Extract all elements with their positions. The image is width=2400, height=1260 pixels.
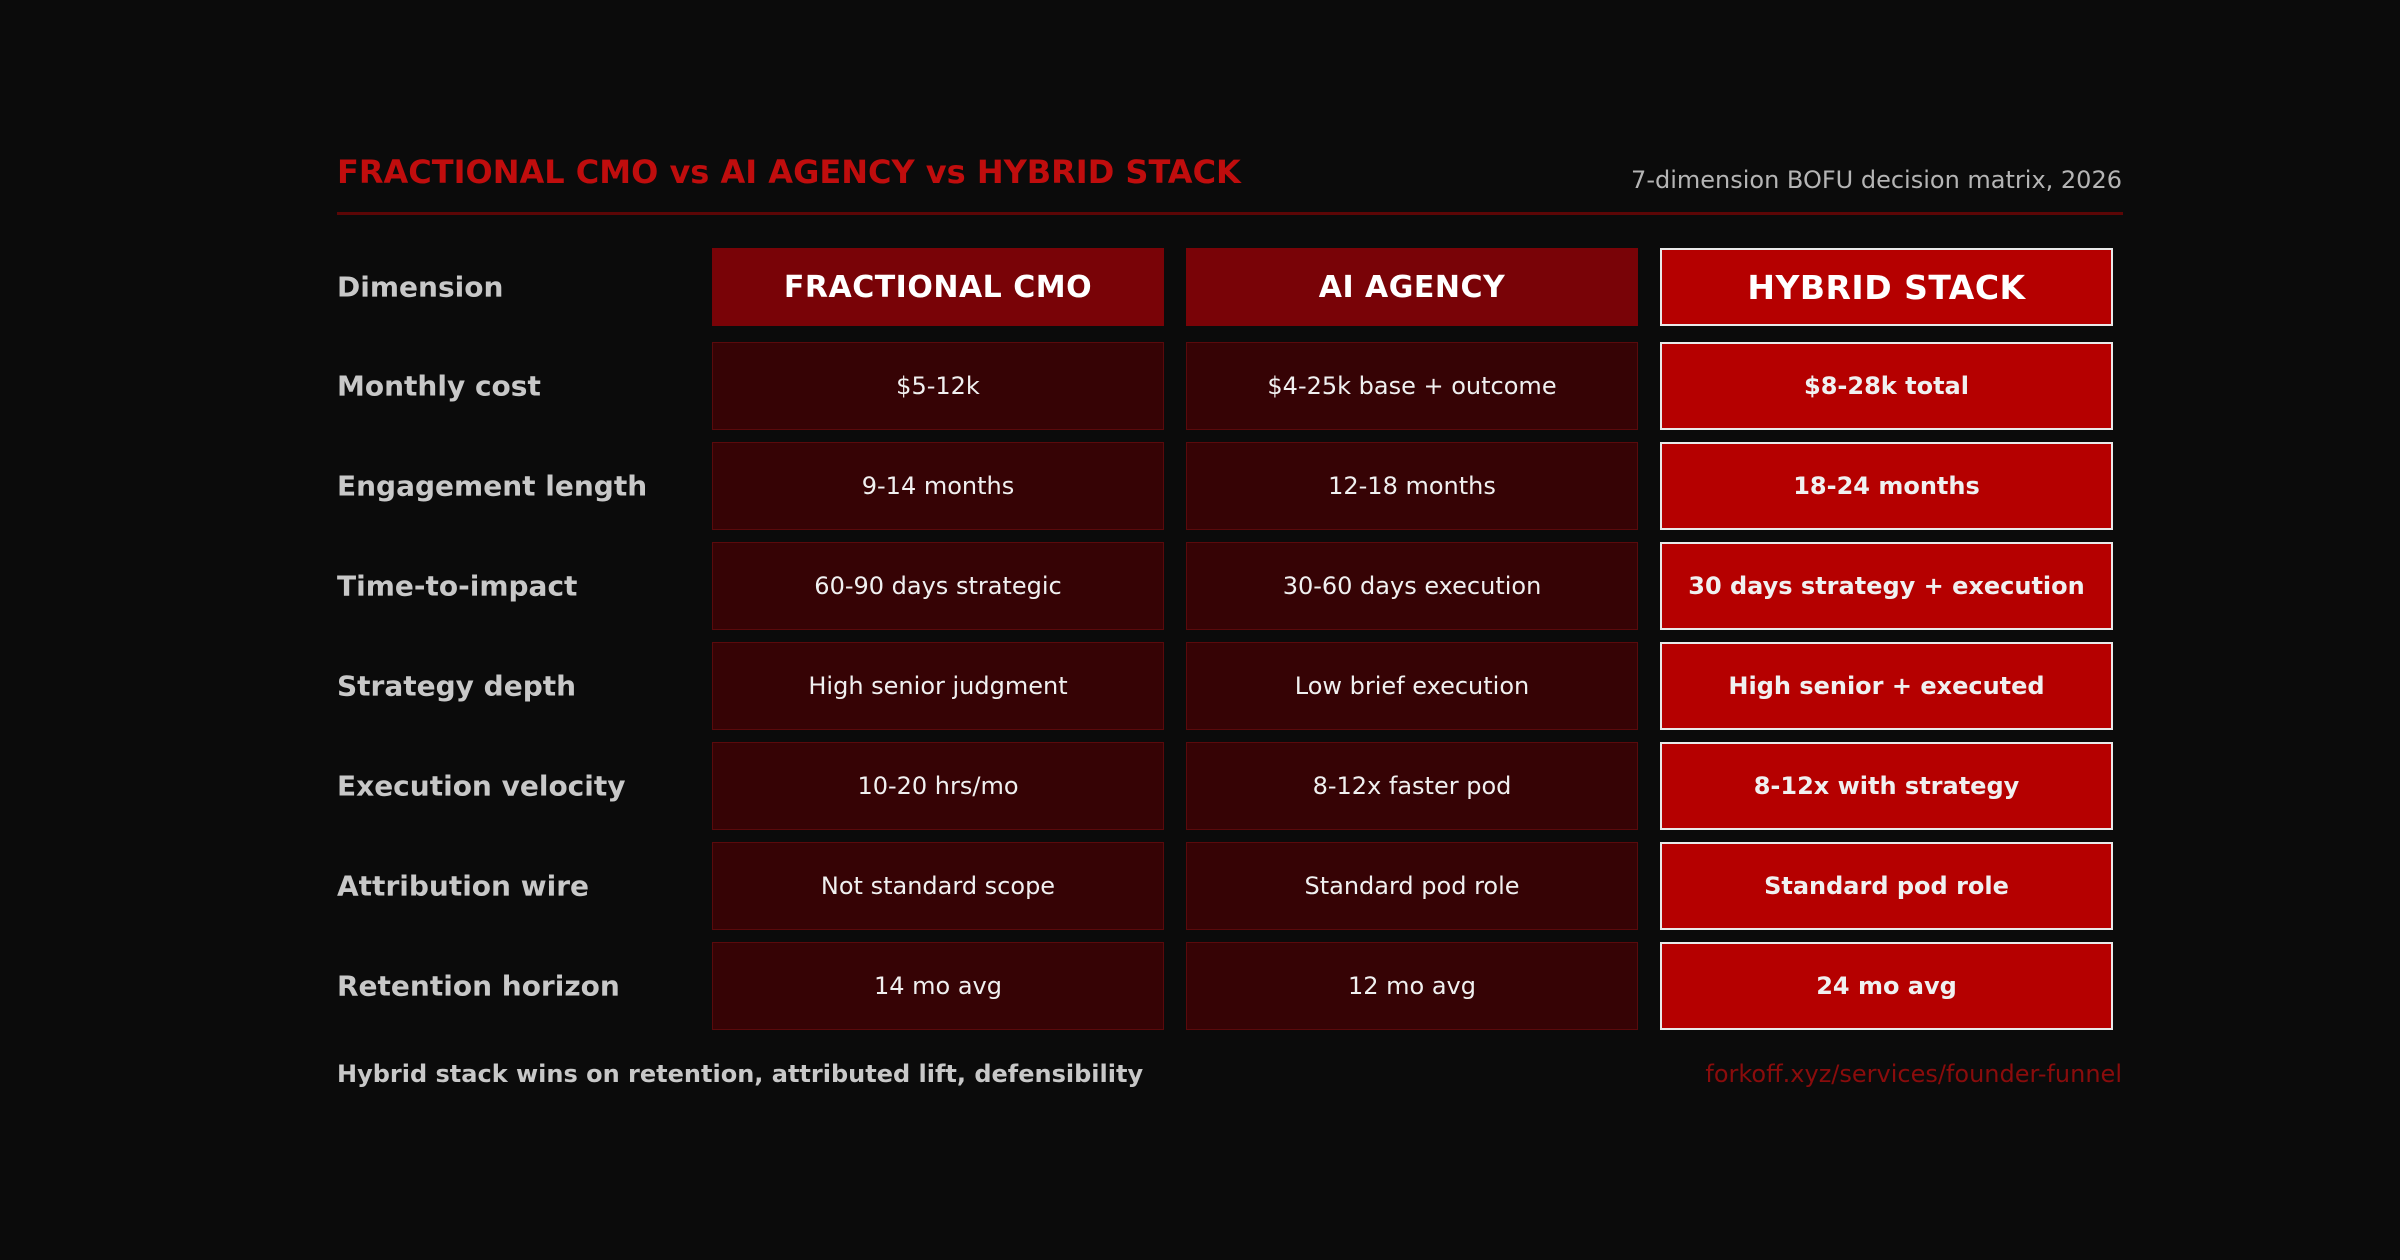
- table-cell-cmo: $5-12k: [712, 342, 1164, 430]
- title-divider: [337, 212, 2123, 215]
- row-label-execution-velocity: Execution velocity: [337, 769, 626, 803]
- column-header-ai-agency: AI AGENCY: [1186, 248, 1638, 326]
- table-cell-ai: $4-25k base + outcome: [1186, 342, 1638, 430]
- table-cell-hybrid: 24 mo avg: [1660, 942, 2113, 1030]
- page-title: FRACTIONAL CMO vs AI AGENCY vs HYBRID STACK: [337, 153, 1241, 191]
- table-cell-cmo: 14 mo avg: [712, 942, 1164, 1030]
- table-cell-cmo: 10-20 hrs/mo: [712, 742, 1164, 830]
- table-cell-cmo: High senior judgment: [712, 642, 1164, 730]
- row-label-monthly-cost: Monthly cost: [337, 369, 541, 403]
- row-label-retention-horizon: Retention horizon: [337, 969, 620, 1003]
- table-cell-ai: Standard pod role: [1186, 842, 1638, 930]
- table-cell-hybrid: High senior + executed: [1660, 642, 2113, 730]
- table-cell-hybrid: 8-12x with strategy: [1660, 742, 2113, 830]
- row-label-engagement-length: Engagement length: [337, 469, 648, 503]
- footer-link[interactable]: forkoff.xyz/services/founder-funnel: [1705, 1060, 2122, 1088]
- table-cell-ai: 12-18 months: [1186, 442, 1638, 530]
- page-subtitle: 7-dimension BOFU decision matrix, 2026: [1631, 166, 2122, 194]
- table-cell-ai: 12 mo avg: [1186, 942, 1638, 1030]
- table-cell-ai: 8-12x faster pod: [1186, 742, 1638, 830]
- table-cell-cmo: Not standard scope: [712, 842, 1164, 930]
- table-cell-cmo: 9-14 months: [712, 442, 1164, 530]
- table-cell-hybrid: 18-24 months: [1660, 442, 2113, 530]
- table-cell-hybrid: 30 days strategy + execution: [1660, 542, 2113, 630]
- footer-summary: Hybrid stack wins on retention, attributed lift, defensibility: [337, 1060, 1144, 1088]
- dimension-column-header: Dimension: [337, 270, 504, 304]
- row-label-strategy-depth: Strategy depth: [337, 669, 577, 703]
- table-cell-hybrid: $8-28k total: [1660, 342, 2113, 430]
- table-cell-cmo: 60-90 days strategic: [712, 542, 1164, 630]
- column-header-hybrid-stack: HYBRID STACK: [1660, 248, 2113, 326]
- table-cell-hybrid: Standard pod role: [1660, 842, 2113, 930]
- row-label-time-to-impact: Time-to-impact: [337, 569, 578, 603]
- row-label-attribution-wire: Attribution wire: [337, 869, 589, 903]
- table-cell-ai: 30-60 days execution: [1186, 542, 1638, 630]
- column-header-fractional-cmo: FRACTIONAL CMO: [712, 248, 1164, 326]
- table-cell-ai: Low brief execution: [1186, 642, 1638, 730]
